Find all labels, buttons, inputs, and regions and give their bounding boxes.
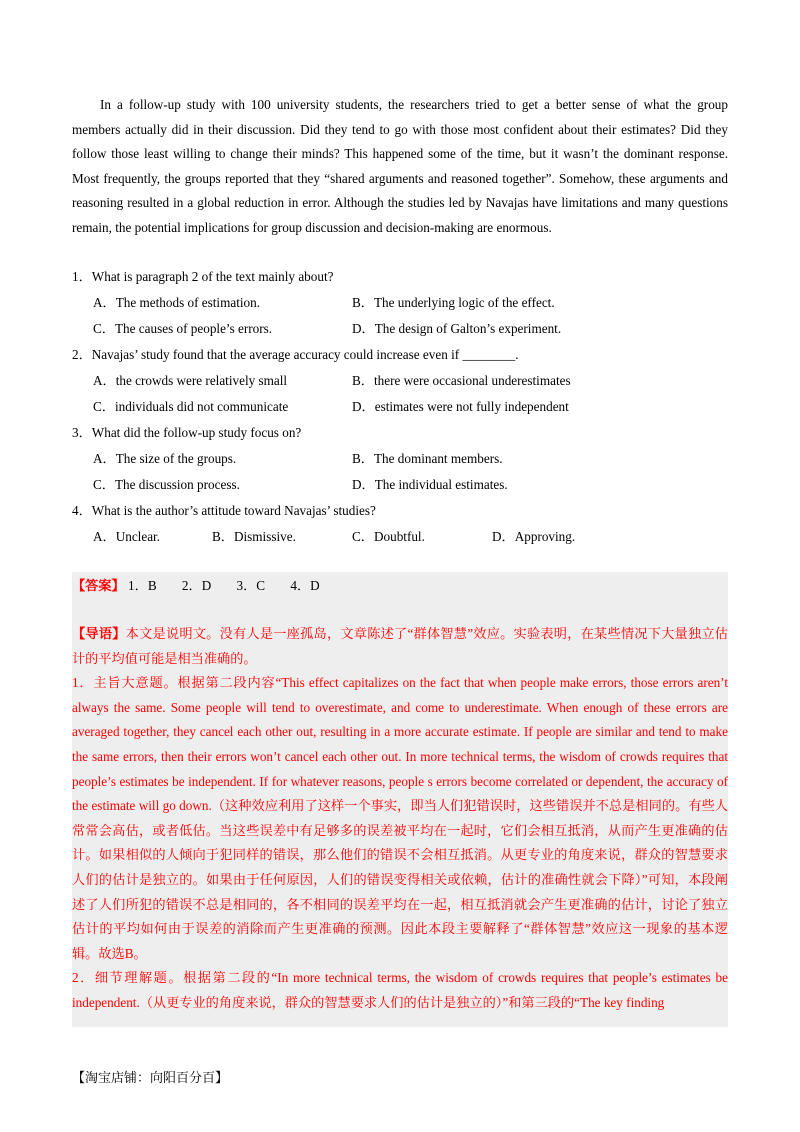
- explanation-intro: [72, 622, 728, 671]
- q4-option-d: D．Approving.: [492, 529, 576, 544]
- explanation-item-1: 1．主旨大意题。根据第二段内容“This effect capitalizes on the fact that when people make errors, those errors aren’t always the same. Some people will tend to overestimate, and come to underestimate. When enough of these errors are averaged together, they cancel each other out, resulting in a more accurate estimate. If people are similar and tend to make the same errors, then their errors won’t cancel each other out. In more technical terms, the wisdom of crowds requires that people’s estimates be independent. If for whatever reasons, people s errors become correlated or dependent, the accuracy of the estimate will go down.（这种效应利用了这样一个事实，即当人们犯错误时，这些错误并不总是相同的。有些人常常会高估，或者低估。当这些误差中有足够多的误差被平均在一起时，它们会相互抵消，从而产生更准确的估计。如果相似的人倾向于犯同样的错误，那么他们的错误不会相互抵消。从更专业的角度来说，群众的智慧要求人们的估计是独立的。如果由于任何原因，人们的错误变得相关或依赖，估计的准确性就会下降）”可知，本段阐述了人们所犯的错误不总是相同的，各不相同的误差平均在一起，相互抵消就会产生更准确的估计，讨论了独立估计的平均如何由于误差的消除而产生更准确的预测。因此本段主要解释了“群体智慧”效应这一现象的基本逻辑。故选B。: [72, 675, 728, 961]
- q3-option-d: D．The individual estimates.: [352, 477, 508, 492]
- q4-option-b: B．Dismissive.: [212, 529, 296, 544]
- passage-paragraph: [72, 93, 728, 241]
- intro-text: 本文是说明文。没有人是一座孤岛，文章陈述了“群体智慧”效应。实验表明，在某些情况下大量独立估计的平均值可能是相当准确的。: [72, 626, 728, 666]
- q1-option-d: D．The design of Galton’s experiment.: [352, 321, 562, 336]
- q4-option-c: C．Doubtful.: [352, 529, 425, 544]
- q2-option-d: D．estimates were not fully independent: [352, 399, 569, 414]
- question-1: 1．What is paragraph 2 of the text mainly about?: [72, 269, 334, 284]
- q2-option-b: B．there were occasional underestimates: [352, 373, 571, 388]
- explanation: [72, 622, 728, 1016]
- q3-option-a: A．The size of the groups.: [93, 451, 237, 466]
- q4-option-a: A．Unclear.: [93, 529, 161, 544]
- answer-item-1: 1．B: [128, 578, 157, 593]
- explanation-item-2: 2．细节理解题。根据第二段的“In more technical terms, the wisdom of crowds requires that people’s estimates be independent.（从更专业的角度来说，群众的智慧要求人们的估计是独立的）”和第三段的“The key finding: [72, 970, 728, 1010]
- passage-text: In a follow-up study with 100 university students, the researchers tried to get a better sense of what the group members actually did in their discussion. Did they tend to go with those most confident about their estimates? Did they follow those least willing to change their minds? This happened some of the time, but it wasn’t the dominant response. Most frequently, the groups reported that they “shared arguments and reasoned together”. Somehow, these arguments and reasoning resulted in a global reduction in error. Although the studies led by Navajas have limitations and many questions remain, the potential implications for group discussion and decision-making are enormous.: [72, 97, 728, 235]
- answer-item-2: 2．D: [181, 578, 212, 593]
- question-4: 4．What is the author’s attitude toward Navajas’ studies?: [72, 503, 376, 518]
- q1-option-c: C．The causes of people’s errors.: [93, 321, 273, 336]
- question-3: 3．What did the follow-up study focus on?: [72, 425, 302, 440]
- answer-label: 【答案】: [72, 578, 125, 593]
- intro-label: 【导语】: [72, 626, 126, 641]
- q3-option-c: C．The discussion process.: [93, 477, 240, 492]
- q3-option-b: B．The dominant members.: [352, 451, 503, 466]
- shop-footer: 【淘宝店铺：向阳百分百】: [72, 1071, 229, 1086]
- q2-option-c: C．individuals did not communicate: [93, 399, 289, 414]
- answer-item-3: 3．C: [236, 578, 266, 593]
- answer-item-4: 4．D: [290, 578, 320, 593]
- q1-option-b: B．The underlying logic of the effect.: [352, 295, 555, 310]
- answer-key: [72, 576, 342, 596]
- question-2: 2．Navajas’ study found that the average accuracy could increase even if ________.: [72, 347, 519, 362]
- q1-option-a: A．The methods of estimation.: [93, 295, 261, 310]
- q2-option-a: A．the crowds were relatively small: [93, 373, 288, 388]
